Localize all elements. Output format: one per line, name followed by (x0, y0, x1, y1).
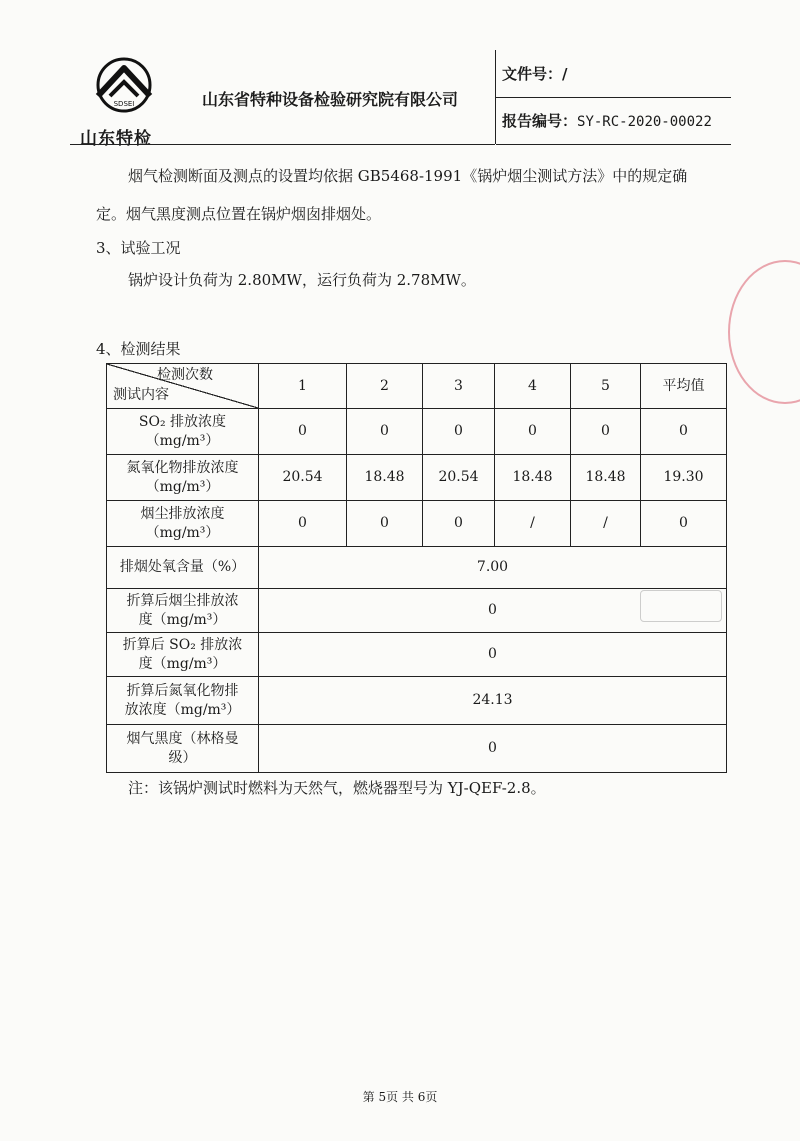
table-cell: / (495, 501, 571, 547)
paragraph-measurement-basis: 烟气检测断面及测点的设置均依据 GB5468-1991《锅炉烟尘测试方法》中的规定确 (128, 167, 688, 185)
table-cell: 0 (423, 409, 495, 455)
column-header: 3 (423, 364, 495, 409)
company-name: 山东省特种设备检验研究院有限公司 (202, 90, 459, 109)
table-row (107, 501, 727, 547)
row-label: 折算后氮氧化物排 放浓度（mg/m³） (107, 677, 259, 725)
sdsei-logo-icon (84, 56, 164, 114)
header-test-count: 检测次数 (157, 367, 213, 383)
fuel-note: 注：该锅炉测试时燃料为天然气，燃烧器型号为 YJ-QEF-2.8。 (128, 779, 546, 797)
row-label: 折算后 SO₂ 排放浓 度（mg/m³） (107, 633, 259, 677)
red-seal-stamp-icon (728, 260, 800, 404)
table-row (107, 409, 727, 455)
svg-text:SDSEI: SDSEI (113, 100, 135, 108)
row-label: 排烟处氧含量（%） (107, 547, 259, 589)
table-cell: 0 (259, 589, 727, 633)
section-test-results: 4、检测结果 (96, 340, 181, 358)
table-cell: 0 (641, 501, 727, 547)
table-cell: 0 (571, 409, 641, 455)
page-number: 第 5页 共 6页 (362, 1090, 438, 1104)
table-header-row (107, 364, 727, 409)
header-test-content: 测试内容 (113, 387, 169, 403)
table-cell: 18.48 (347, 455, 423, 501)
table-cell: 0 (259, 501, 347, 547)
table-cell: 7.00 (259, 547, 727, 589)
table-cell: 20.54 (423, 455, 495, 501)
report-number: 报告编号：SY-RC-2020-00022 (502, 112, 712, 130)
row-label: 折算后烟尘排放浓 度（mg/m³） (107, 589, 259, 633)
table-row (107, 725, 727, 773)
column-header: 1 (259, 364, 347, 409)
row-label: 氮氧化物排放浓度 （mg/m³） (107, 455, 259, 501)
table-cell: 18.48 (571, 455, 641, 501)
results-table (106, 363, 727, 773)
table-cell: 0 (259, 725, 727, 773)
paragraph-measurement-location: 定。烟气黑度测点位置在锅炉烟囱排烟处。 (96, 205, 382, 223)
table-cell: 24.13 (259, 677, 727, 725)
section-test-conditions: 3、试验工况 (96, 239, 181, 257)
table-cell: 19.30 (641, 455, 727, 501)
row-label: SO₂ 排放浓度 （mg/m³） (107, 409, 259, 455)
column-header: 2 (347, 364, 423, 409)
column-header: 平均值 (641, 364, 727, 409)
column-header: 4 (495, 364, 571, 409)
table-cell: / (571, 501, 641, 547)
table-cell: 18.48 (495, 455, 571, 501)
paragraph-load: 锅炉设计负荷为 2.80MW，运行负荷为 2.78MW。 (128, 271, 476, 289)
table-cell: 0 (495, 409, 571, 455)
table-cell: 0 (347, 409, 423, 455)
row-label: 烟气黑度（林格曼 级） (107, 725, 259, 773)
file-number: 文件号：/ (502, 65, 568, 83)
report-number-value: SY-RC-2020-00022 (577, 114, 712, 130)
header-info-box (495, 50, 731, 144)
header-divider (70, 144, 495, 145)
table-cell: 0 (347, 501, 423, 547)
table-cell: 0 (423, 501, 495, 547)
table-row (107, 677, 727, 725)
table-row (107, 455, 727, 501)
column-header: 5 (571, 364, 641, 409)
table-cell: 0 (259, 409, 347, 455)
bleed-through-mark (640, 590, 722, 622)
report-header (70, 50, 730, 149)
table-cell: 0 (641, 409, 727, 455)
diagonal-header-cell (107, 364, 259, 409)
table-row (107, 589, 727, 633)
logo-text: 山东特检 (80, 129, 152, 149)
table-row (107, 547, 727, 589)
row-label: 烟尘排放浓度 （mg/m³） (107, 501, 259, 547)
table-row (107, 633, 727, 677)
table-cell: 20.54 (259, 455, 347, 501)
table-cell: 0 (259, 633, 727, 677)
